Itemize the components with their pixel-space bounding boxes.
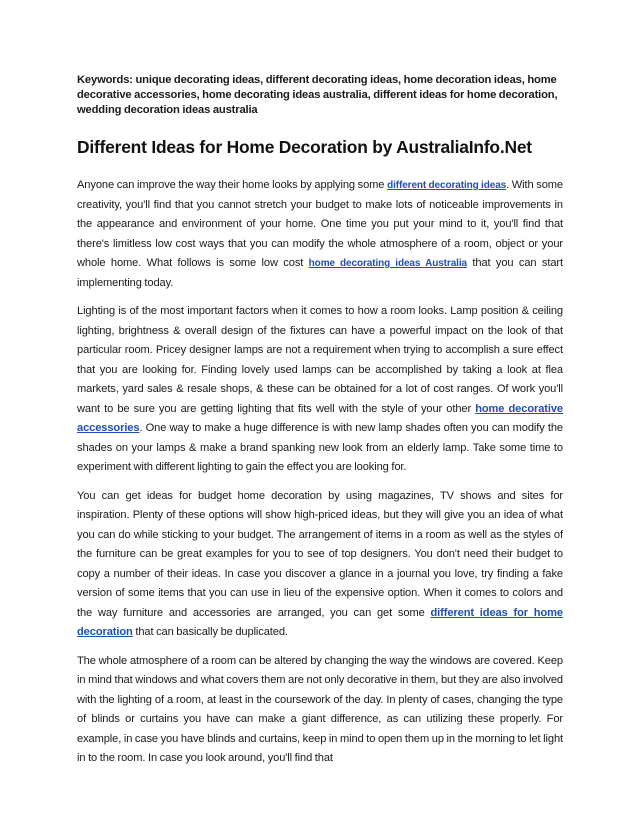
paragraph-text: . With some creativity, you'll find that you cannot stretch your budget to make lots of noticeable improvements in the appearance and environment of your home. One time you put your mind to it, you'll find that there's limitless low cost ways that you can modify the whole atmosphere of a room, object or your whole home. What follows is some low cost [77,179,563,269]
paragraph-windows [77,652,563,769]
paragraph-text: The whole atmosphere of a room can be altered by changing the way the windows are covered. Keep in mind that windows and what covers them are not only decorative in them, but they are also involved with the lighting of a room, at least in the coursework of the day. In plenty of cases, changing the type of blinds or curtains you have can make a giant difference, as can utilizing these properly. For example, in case you have blinds and curtains, keep in mind to open them up in the morning to let light in to the room. In case you look around, you'll find that [77,654,563,764]
keywords-line: Keywords: unique decorating ideas, different decorating ideas, home decoration ideas, home decorative accessories, home decorating ideas australia, different ideas for home decoration, wedding decoration ideas australia [77,74,558,116]
paragraph-text: Lighting is of the most important factors when it comes to how a room looks. Lamp position & ceiling lighting, brightness & overall design of the fixtures can have a powerful impact on the look of that particular room. Pricey designer lamps are not a requirement when trying to accomplish a sure effect that you are looking for. Finding lovely used lamps can be accomplished by taking a look at flea markets, yard sales & resale shops, & these can be obtained for a lot of cost ranges. Of work you'll want to be sure you are getting lighting that fits well with the style of your other [77,305,563,415]
paragraph-text: that you can start implementing today. [77,257,563,289]
page-title: Different Ideas for Home Decoration by AustraliaInfo.Net [77,137,532,157]
paragraph-text: You can get ideas for budget home decoration by using magazines, TV shows and sites for inspiration. Plenty of these options will show high-priced ideas, but they will give you an idea of what you can do while sticking to your budget. The arrangement of items in a room as well as the styles of the furniture can be great examples for you to see of top designers. You don't need their budget to copy a number of their ideas. In case you discover a glance in a journal you love, try finding a fake version of some items that you can use in lieu of the expensive option. When it comes to colors and the way furniture and accessories are arranged, you can get some [77,489,563,619]
paragraph-intro [77,176,563,293]
paragraph-budget-ideas [77,487,563,643]
link-different-ideas-for-home-decoration[interactable]: different ideas for home decoration [77,606,563,638]
paragraph-lighting [77,302,563,478]
document-body [77,73,563,778]
paragraph-text: that can basically be duplicated. [132,626,288,638]
link-different-decorating-ideas[interactable]: different decorating ideas [387,180,507,191]
paragraph-text: Anyone can improve the way their home looks by applying some [77,179,388,191]
link-home-decorative-accessories[interactable]: home decorative accessories [77,402,563,434]
link-home-decorating-ideas-australia[interactable]: home decorating ideas Australia [308,258,467,269]
paragraph-text: . One way to make a huge difference is with new lamp shades often you can modify the shades on your lamps & make a brand spanking new look from an elderly lamp. Take some time to experiment with different lighting to gain the effect you are looking for. [77,422,563,473]
